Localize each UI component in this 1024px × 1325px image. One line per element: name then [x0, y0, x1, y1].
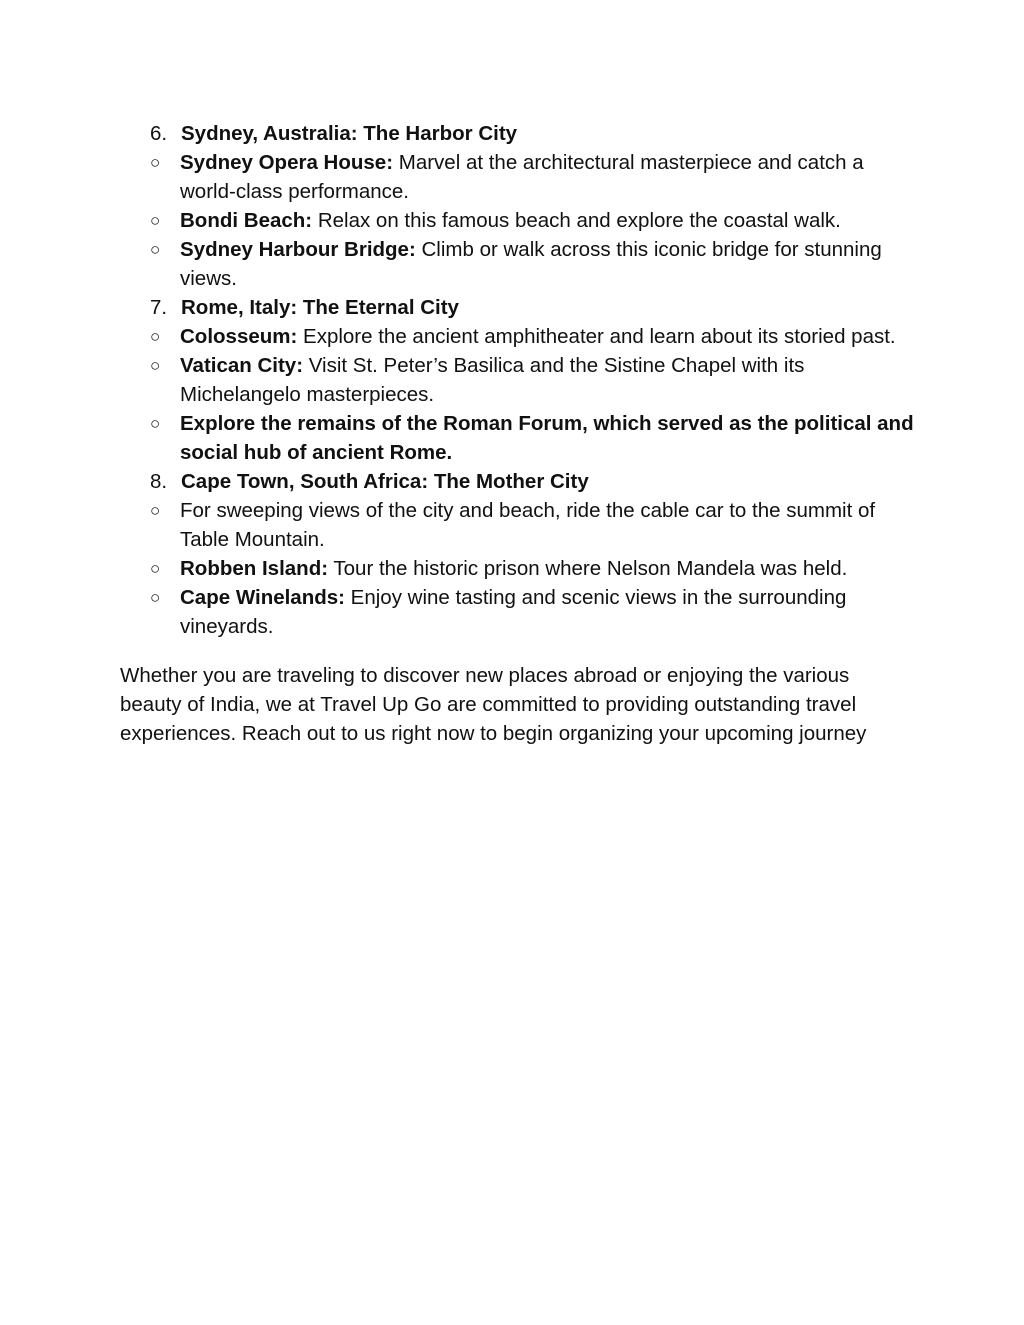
closing-paragraph: Whether you are traveling to discover new places abroad or enjoying the various beauty of India, we at Travel Up Go are committed to providing outstanding travel experiences. Reach out to us right now to begin organizing your upcoming journey: [120, 664, 867, 745]
sub-list-item: [59, 235, 920, 293]
sub-item-label: Sydney Opera House:: [180, 151, 394, 174]
sub-list-item: [59, 583, 920, 641]
document-body: [120, 119, 920, 769]
list-item-title: Sydney, Australia: The Harbor City: [181, 122, 518, 145]
sub-item-label: Sydney Harbour Bridge:: [180, 238, 416, 261]
bullet-icon: ○: [150, 240, 161, 259]
sub-item-text: For sweeping views of the city and beach, ride the cable car to the summit of Table Mountain.: [180, 499, 876, 551]
sub-item-label: Explore the remains of the Roman Forum, which served as the political and social hub of ancient Rome.: [180, 412, 914, 464]
list-item-number: 6.: [150, 122, 168, 145]
list-item: [120, 467, 920, 496]
sub-item-text: Tour the historic prison where Nelson Mandela was held.: [328, 557, 848, 580]
list-item: [120, 119, 920, 148]
bullet-icon: ○: [150, 211, 161, 230]
bullet-icon: ○: [150, 588, 161, 607]
list-item-title: Cape Town, South Africa: The Mother City: [181, 470, 589, 493]
bullet-icon: ○: [150, 327, 161, 346]
list-item: [120, 293, 920, 322]
sub-list-item: [59, 351, 920, 409]
bullet-icon: ○: [150, 153, 161, 172]
bullet-icon: ○: [150, 559, 161, 578]
sub-item-label: Cape Winelands:: [180, 586, 345, 609]
sub-item-text: Enjoy wine tasting and scenic views in the surrounding vineyards.: [180, 586, 847, 638]
bullet-icon: ○: [150, 356, 161, 375]
sub-list-item: [59, 322, 920, 351]
sub-item-text: Climb or walk across this iconic bridge for stunning views.: [180, 238, 882, 290]
list-item-number: 8.: [150, 470, 168, 493]
list-item-number: 7.: [150, 296, 168, 319]
sub-list-item: [59, 409, 920, 467]
sub-item-text: Marvel at the architectural masterpiece and catch a world-class performance.: [180, 151, 864, 203]
sub-item-text: Relax on this famous beach and explore the coastal walk.: [312, 209, 841, 232]
sub-list-item: [59, 148, 920, 206]
sub-list-item: [59, 554, 920, 583]
sub-list-item: [59, 206, 920, 235]
sub-item-text: Visit St. Peter’s Basilica and the Sistine Chapel with its Michelangelo masterpieces.: [180, 354, 805, 406]
list-item-title: Rome, Italy: The Eternal City: [181, 296, 459, 319]
sub-item-label: Vatican City:: [180, 354, 304, 377]
sub-item-label: Bondi Beach:: [180, 209, 313, 232]
bullet-icon: ○: [150, 414, 161, 433]
sub-item-label: Colosseum:: [180, 325, 298, 348]
sub-item-label: Robben Island:: [180, 557, 329, 580]
sub-list-item: [59, 496, 920, 554]
sub-item-text: Explore the ancient amphitheater and learn about its storied past.: [297, 325, 896, 348]
bullet-icon: ○: [150, 501, 161, 520]
